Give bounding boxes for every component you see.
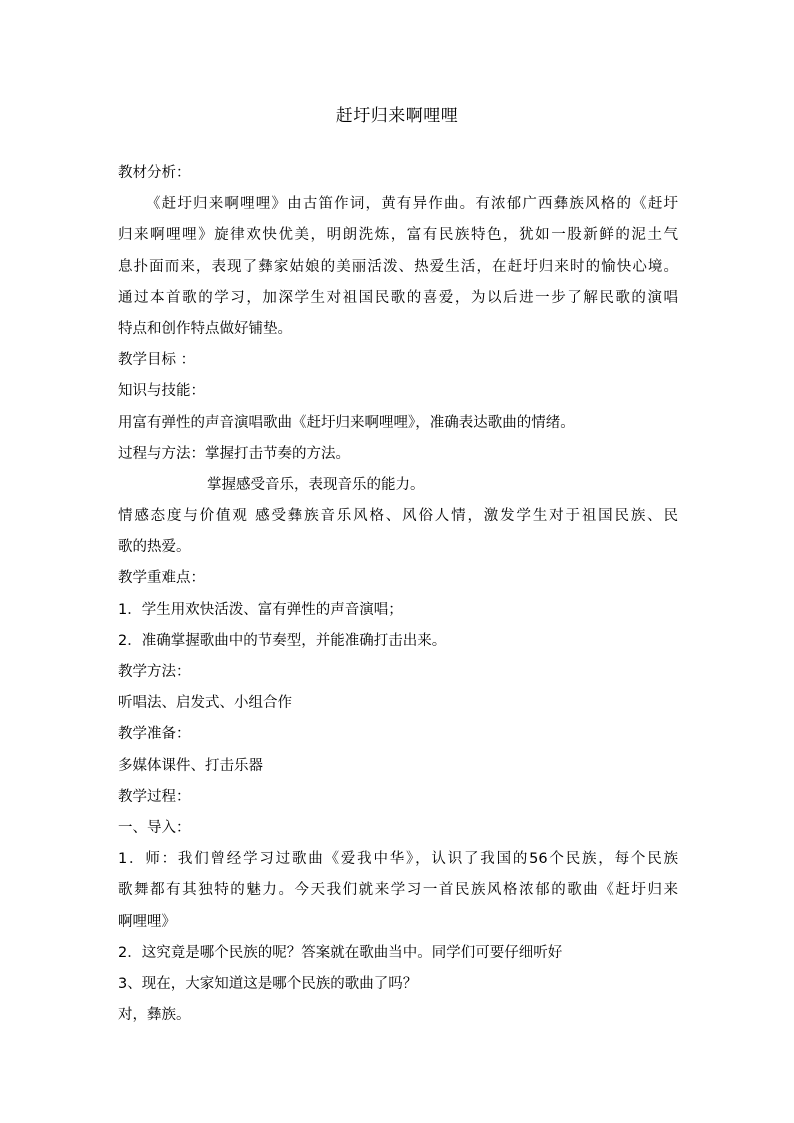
- paragraph-line: 歌的热爱。: [118, 539, 191, 556]
- paragraph-line: 用富有弹性的声音演唱歌曲《赶圩归来啊哩哩》，准确表达歌曲的情绪。: [118, 414, 575, 431]
- paragraph-line: 归来啊哩哩》旋律欢快优美，明朗洗炼，富有民族特色，犹如一股新鲜的泥土气: [118, 227, 678, 244]
- list-item: 2．准确掌握歌曲中的节奏型，并能准确打击出来。: [118, 632, 447, 649]
- paragraph-line: 对，彝族。: [118, 1007, 191, 1024]
- section-heading-teaching-methods: 教学方法：: [118, 664, 191, 680]
- section-heading-preparation: 教学准备：: [118, 726, 191, 743]
- list-item: 3、现在，大家知道这是哪个民族的歌曲了吗？: [118, 975, 418, 992]
- list-item: 1．师：我们曾经学习过歌曲《爱我中华》，认识了我国的56个民族，每个民族: [118, 851, 678, 868]
- section-heading-teaching-goals: 教学目标 ：: [118, 352, 196, 369]
- subheading-introduction: 一、导入：: [118, 819, 191, 836]
- list-item: 2．这究竟是哪个民族的呢？答案就在歌曲当中。同学们可要仔细听好: [118, 944, 563, 961]
- paragraph-line: 特点和创作特点做好铺垫。: [118, 320, 292, 337]
- paragraph-line: 《赶圩归来啊哩哩》由古笛作词，黄有异作曲。有浓郁广西彝族风格的《赶圩: [146, 196, 678, 213]
- paragraph-line: 过程与方法：掌握打击节奏的方法。: [118, 445, 350, 462]
- paragraph-line: 听唱法、启发式、小组合作: [118, 695, 292, 712]
- paragraph-line: 息扑面而来，表现了彝家姑娘的美丽活泼、热爱生活，在赶圩归来时的愉快心境。: [118, 258, 678, 275]
- paragraph-line: 啊哩哩》: [118, 913, 176, 930]
- subheading-knowledge-skills: 知识与技能：: [118, 383, 205, 400]
- paragraph-line: 多媒体课件、打击乐器: [118, 757, 263, 774]
- document-body: [118, 158, 678, 1031]
- list-item: 1．学生用欢快活泼、富有弹性的声音演唱；: [118, 601, 403, 618]
- paragraph-line: 歌舞都有其独特的魅力。今天我们就来学习一首民族风格浓郁的歌曲《赶圩归来: [118, 882, 678, 899]
- paragraph-line: 通过本首歌的学习，加深学生对祖国民歌的喜爱，为以后进一步了解民歌的演唱: [118, 289, 678, 306]
- paragraph-line: 掌握感受音乐，表现音乐的能力。: [207, 476, 425, 493]
- section-heading-material-analysis: 教材分析：: [118, 165, 191, 181]
- paragraph-line: 情感态度与价值观 感受彝族音乐风格、风俗人情，激发学生对于祖国民族、民: [118, 508, 678, 525]
- section-heading-key-points: 教学重难点：: [118, 570, 205, 587]
- document-title: 赶圩归来啊哩哩: [335, 106, 459, 126]
- section-heading-process: 教学过程：: [118, 788, 191, 805]
